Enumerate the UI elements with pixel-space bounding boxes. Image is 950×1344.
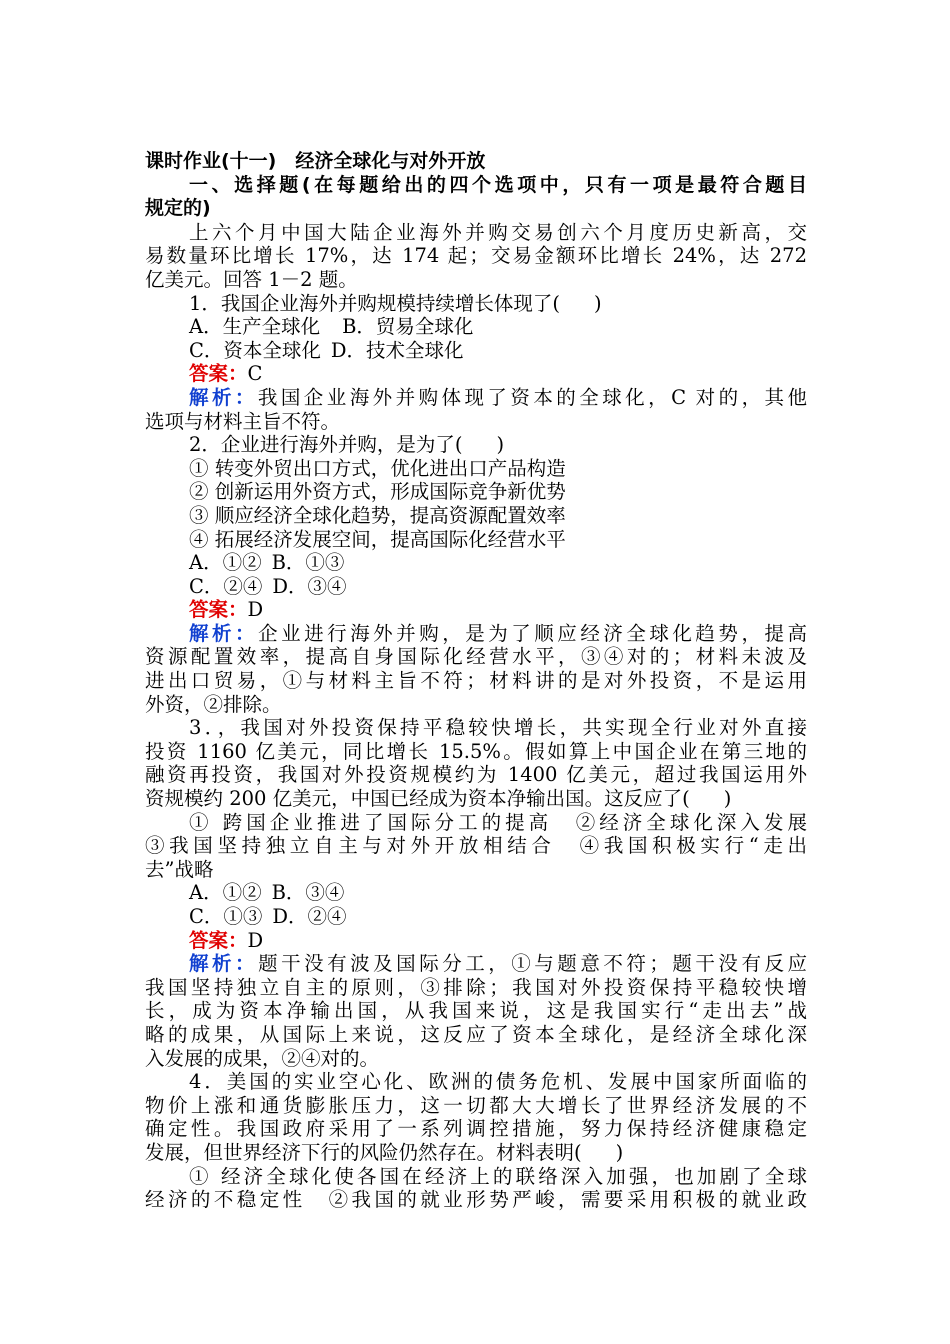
analysis-line: 入发展的成果，②④对的。 [145,1046,380,1070]
page-title: 课时作业(十一) 经济全球化与对外开放 [145,150,486,172]
option-b: B．①③ [271,551,345,575]
question-2-item: ② 创新运用外资方式，形成国际竞争新优势 [189,480,566,504]
material-line: 亿美元。回答 1－2 题。 [145,267,358,291]
answer-value: D [247,598,264,622]
section-heading-line1: 一、选择题(在每题给出的四个选项中，只有一项是最符合题目 [189,173,807,196]
option-d: D．②④ [272,905,347,928]
analysis-line: 我国坚持独立自主的原则，③排除；我国对外投资保持平稳较快增 [145,975,807,999]
answer-value: D [247,928,264,952]
question-4-stem: 物价上涨和通货膨胀压力，这一切都大大增长了世界经济发展的不 [145,1093,807,1117]
question-3-stem: 资规模约 200 亿美元，中国已经成为资本净输出国。这反应了( ) [145,787,732,811]
analysis-line: 外资，②排除。 [145,692,282,716]
question-2-item: ① 转变外贸出口方式，优化进出口产品构造 [189,456,566,480]
analysis-label: 解析： [189,385,258,409]
analysis-label: 解析： [189,952,259,976]
question-3-options-ab [145,881,807,905]
option-c: C．②④ [189,574,263,598]
question-4-stem: 确定性。我国政府采用了一系列调控措施，努力保持经济健康稳定 [145,1117,807,1141]
question-4-stem: 发展，但世界经济下行的风险仍然存在。材料表明( ) [145,1140,624,1164]
question-2-item: ③ 顺应经济全球化趋势，提高资源配置效率 [189,503,566,527]
question-4-item: 经济的不稳定性 ②我国的就业形势严峻，需要采用积极的就业政 [145,1188,807,1212]
question-2-options-cd [145,575,807,599]
question-4-item: ① 经济全球化使各国在经济上的联络深入加强，也加剧了全球 [189,1164,807,1188]
analysis-line: 资源配置效率，提高自身国际化经营水平，③④对的；材料未波及 [145,645,807,669]
question-3-analysis: 解析：题干没有波及国际分工，①与题意不符；题干没有反应 [189,952,807,976]
option-a: A．①② [189,551,262,575]
answer-label: 答案： [189,362,248,386]
question-3-options-cd [145,905,807,929]
answer-label: 答案： [189,928,248,952]
question-1-analysis: 解析：我国企业海外并购体现了资本的全球化，C 对的，其他 [189,385,807,409]
question-1-options-ab [145,315,807,339]
document-page [145,150,807,1212]
question-2-stem: 2．企业进行海外并购，是为了( ) [189,433,505,457]
question-2-analysis: 解析：企业进行海外并购，是为了顺应经济全球化趋势，提高 [189,621,807,645]
section-heading-line2: 规定的) [145,197,211,220]
question-2-answer [145,598,807,622]
question-1-answer [145,362,807,386]
option-d: D．技术全球化 [330,338,464,362]
option-d: D．③④ [272,574,347,598]
answer-value: C [247,362,263,386]
question-4-stem: 4．美国的实业空心化、欧洲的债务危机、发展中国家所面临的 [189,1070,807,1094]
analysis-line: 长，成为资本净输出国，从我国来说，这是我国实行“走出去”战 [145,999,807,1023]
option-c: C．①③ [189,905,263,928]
analysis-line: 略的成果，从国际上来说，这反应了资本全球化，是经济全球化深 [145,1022,807,1046]
question-3-item: 去”战略 [145,857,214,881]
option-b: B．③④ [271,881,345,905]
answer-label: 答案： [189,598,248,622]
question-2-item: ④ 拓展经济发展空间，提高国际化经营水平 [189,527,566,551]
question-3-answer [145,929,807,953]
question-3-stem: 融资再投资，我国对外投资规模约为 1400 亿美元，超过我国运用外 [145,763,807,787]
option-c: C．资本全球化 [189,338,321,362]
question-3-stem: 3．，我国对外投资保持平稳较快增长，共实现全行业对外直接 [189,716,807,740]
option-b: B．贸易全球化 [342,315,474,339]
question-2-options-ab [145,551,807,575]
analysis-line: 进出口贸易，①与材料主旨不符；材料讲的是对外投资，不是运用 [145,669,807,693]
analysis-line: 选项与材料主旨不符。 [145,409,341,433]
question-1-stem: 1．我国企业海外并购规模持续增长体现了( ) [189,291,602,315]
material-line: 易数量环比增长 17%，达 174 起；交易金额环比增长 24%，达 272 [145,244,807,268]
question-3-item: ① 跨国企业推进了国际分工的提高 ②经济全球化深入发展 [189,810,807,834]
option-a: A．①② [189,881,262,905]
material-line: 上六个月中国大陆企业海外并购交易创六个月度历史新高，交 [189,220,807,244]
analysis-label: 解析： [189,621,259,645]
question-3-item: ③我国坚持独立自主与对外开放相结合 ④我国积极实行“走出 [145,834,807,858]
question-3-stem: 投资 1160 亿美元，同比增长 15.5%。假如算上中国企业在第三地的 [145,739,807,763]
question-1-options-cd [145,339,807,363]
option-a: A．生产全球化 [189,315,321,339]
